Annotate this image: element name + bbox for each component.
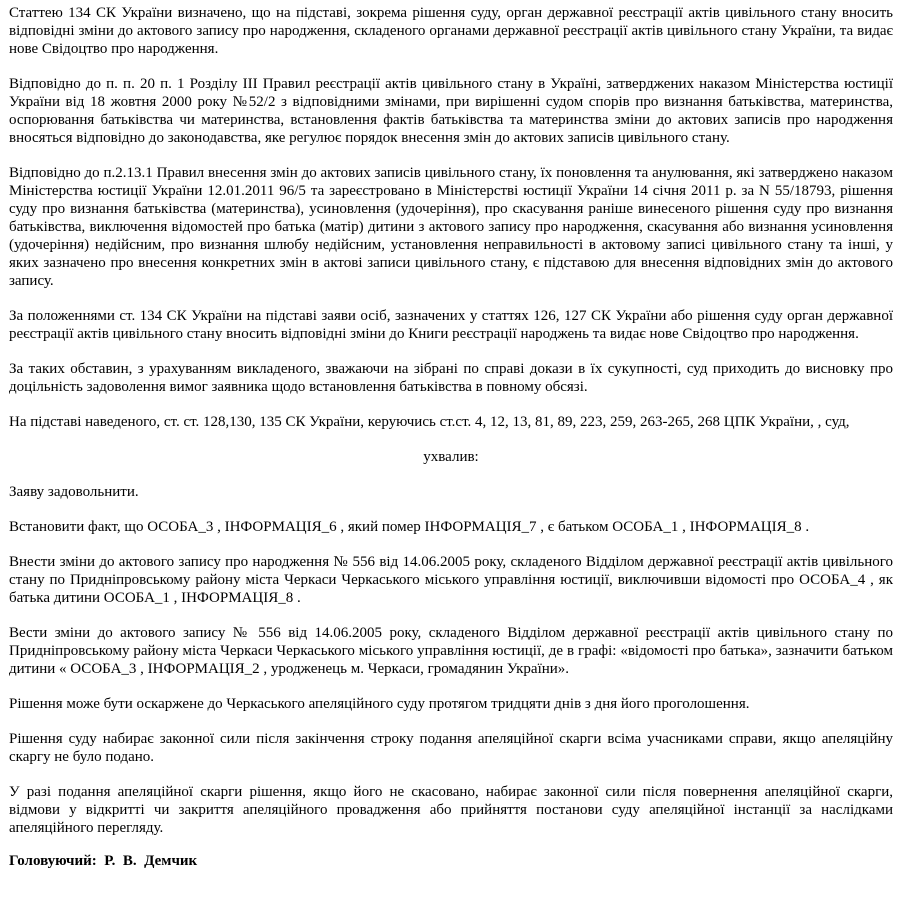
resolution-item-entry-into-force: Рішення суду набирає законної сили після закінчення строку подання апеляційної скарги всіма учасниками справи, якщо апеляційну скаргу не було подано. bbox=[9, 731, 893, 765]
paragraph-article-134-provisions: За положеннями ст. 134 СК України на підставі заяви осіб, зазначених у статтях 126, 127 СК України або рішення суду орган державної реєстрації актів цивільного стану вносить відповідні зміни до Книги реєстрації народжень та видає нове Свідоцтво про народження. bbox=[9, 308, 893, 342]
resolution-item-appeal: Рішення може бути оскаржене до Черкаського апеляційного суду протягом тридцяти днів з дня його проголошення. bbox=[9, 696, 750, 712]
paragraph-court-conclusion: За таких обставин, з урахуванням викладеного, зважаючи на зібрані по справі докази в їх сукупності, суд приходить до висновку про доцільність задоволення вимог заявника щодо встановлення батьківства в повному обсязі. bbox=[9, 361, 893, 395]
paragraph-registration-rules: Відповідно до п. п. 20 п. 1 Розділу ІІІ Правил реєстрації актів цивільного стану в Україні, затверджених наказом Міністерства юстиції України від 18 жовтня 2000 року №52/2 з відповідними змінами, при вирішенні судом спорів про визнання батьківства, материнства, оспорювання батьківства чи материнства, встановлення фактів батьківства та материнства зміни до актових записів про народження вносяться відповідно до законодавства, яке регулює порядок внесення змін до актових записів цивільного стану. bbox=[9, 76, 893, 146]
resolution-item-enter-changes: Вести зміни до актового запису № 556 від 14.06.2005 року, складеного Відділом державної реєстрації актів цивільного стану по Придніпровському району міста Черкаси Черкаського міського управління юстиції, де в графі: «відомості про батька», зазначити батьком дитини « ОСОБА_3 , ІНФОРМАЦІЯ_2 , уродженець м. Черкаси, громадянин України». bbox=[9, 625, 893, 677]
presiding-judge-signature: Головуючий: Р. В. Демчик bbox=[9, 853, 198, 869]
resolution-item-satisfy: Заяву задовольнити. bbox=[9, 484, 139, 500]
paragraph-legal-basis: На підставі наведеного, ст. ст. 128,130, 135 СК України, керуючись ст.ст. 4, 12, 13, 81, 89, 223, 259, 263-265, 268 ЦПК України, , суд, bbox=[9, 414, 850, 430]
resolution-heading: ухвалив: bbox=[423, 449, 479, 465]
paragraph-amendment-rules: Відповідно до п.2.13.1 Правил внесення змін до актових записів цивільного стану, їх поновлення та анулювання, які затверджено наказом Міністерства юстиції України 12.01.2011 96/5 та зареєстровано в Міністерстві юстиції України 14 січня 2011 р. за N 55/18793, рішення суду про визнання батьківства (материнства), усиновлення (удочеріння), про скасування раніше винесеного рішення суду про визнання батьківства, виключення відомостей про батька (матір) дитини з актового запису про народження, скасування або визнання усиновлення (удочеріння) недійсним, про визнання шлюбу недійсним, установлення неправильності в актовому записі цивільного стану та інші, у яких зазначено про внесення конкретних змін в актові записи цивільного стану, є підставою для внесення відповідних змін до актового запису. bbox=[9, 165, 893, 289]
paragraph-article-134: Статтею 134 СК України визначено, що на підставі, зокрема рішення суду, орган державної реєстрації актів цивільного стану вносить відповідні зміни до актового запису про народження, складеного органами державної реєстрації актів цивільного стану України, та видає нове Свідоцтво про народження. bbox=[9, 5, 893, 57]
resolution-item-amend-record: Внести зміни до актового запису про народження № 556 від 14.06.2005 року, складеного Відділом державної реєстрації актів цивільного стану по Придніпровському району міста Черкаси Черкаського міського управління юстиції, виключивши відомості про ОСОБА_4 , як батька дитини ОСОБА_1 , ІНФОРМАЦІЯ_8 . bbox=[9, 554, 893, 606]
resolution-item-appeal-effect: У разі подання апеляційної скарги рішення, якщо його не скасовано, набирає законної сили після повернення апеляційної скарги, відмови у відкритті чи закриття апеляційного провадження або прийняття постанови суду апеляційної інстанції за наслідками апеляційного перегляду. bbox=[9, 784, 893, 836]
resolution-item-establish-fact: Встановити факт, що ОСОБА_3 , ІНФОРМАЦІЯ_6 , який помер ІНФОРМАЦІЯ_7 , є батьком ОСОБА_1 , ІНФОРМАЦІЯ_8 . bbox=[9, 519, 810, 535]
